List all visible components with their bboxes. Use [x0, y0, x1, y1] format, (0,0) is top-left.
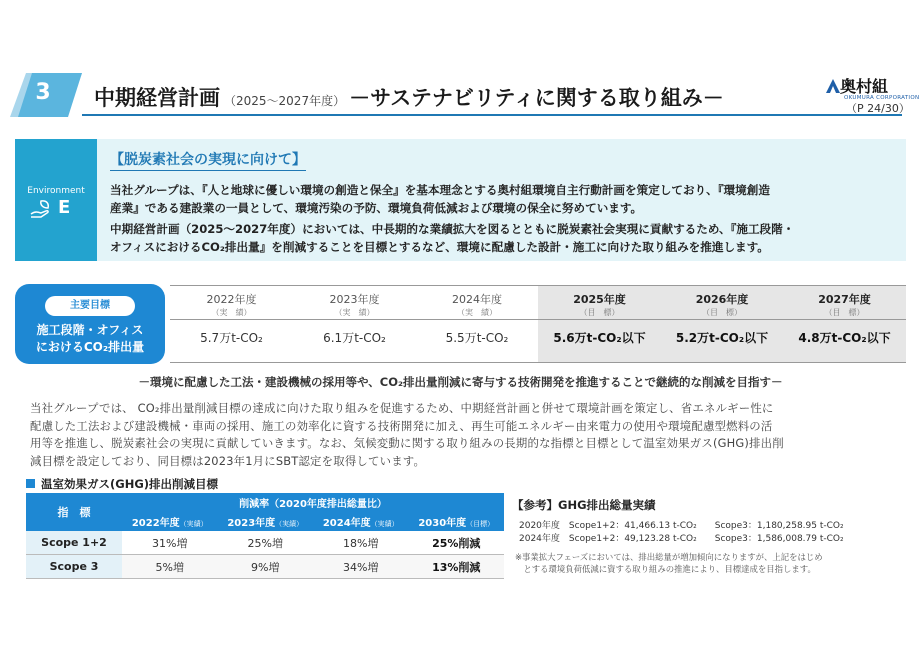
reference-note [515, 551, 895, 575]
ghg-row-label: Scope 1+2 [26, 531, 122, 555]
target-value: 5.2万t-CO₂以下 [675, 331, 769, 345]
environment-heading: 【脱炭素社会の実現に向けて】 [110, 149, 306, 171]
target-year: 2026年度 [695, 293, 749, 306]
target-grid [170, 285, 906, 363]
title-period: （2025〜2027年度） [224, 94, 346, 108]
ghg-cell-goal: 13%削減 [409, 555, 505, 579]
title-theme: －サステナビリティに関する取り組み－ [349, 86, 724, 110]
target-col-2025 [538, 285, 661, 363]
ghg-col-2022 [122, 512, 218, 531]
environment-letter: E [58, 197, 71, 218]
header-rule [82, 114, 902, 116]
target-kind: （目 標） [702, 308, 742, 317]
ghg-col-year: 2030年度 [418, 518, 467, 529]
target-col-2022 [170, 285, 293, 363]
target-col-2024 [416, 285, 538, 363]
env-p2-line2: オフィスにおけるCO₂排出量』を削減することを目標とするなど、環境に配慮した設計・施工に向けた取り組みを推進します。 [110, 240, 769, 254]
target-year: 2023年度 [329, 293, 380, 306]
reference-note-line1: ※事業拡大フェーズにおいては、排出総量が増加傾向になりますが、上記をはじめ [515, 552, 823, 562]
environment-label: Environment [27, 186, 85, 196]
reference-title: 【参考】GHG排出総量実績 [512, 498, 656, 512]
ghg-col-year: 2023年度 [227, 518, 276, 529]
ghg-col-kind: （実績） [179, 520, 208, 528]
target-year: 2025年度 [573, 293, 626, 306]
target-year: 2027年度 [818, 293, 871, 306]
target-value: 5.7万t-CO₂ [200, 331, 263, 345]
ghg-cell: 5%増 [122, 555, 218, 579]
target-label-line2: におけるCO₂排出量 [35, 340, 145, 354]
target-kind: （実 績） [334, 308, 375, 317]
body-line-4: 減目標を設定しており、同目標は2023年1月にSBT認定を取得しています。 [30, 453, 426, 468]
company-logo [826, 74, 920, 101]
ghg-cell: 31%増 [122, 531, 218, 555]
environment-paragraph-2 [110, 220, 895, 256]
target-rule-mid [170, 319, 906, 320]
ghg-header-indicator: 指 標 [26, 493, 122, 531]
table-row [26, 531, 504, 555]
body-line-2: 配慮した工法および建設機械・車両の採用、施工の効率化に資する技術開発に加え、再生可能エネルギー由来電力の使用や環境配慮型燃料の活 [30, 418, 773, 433]
target-kind: （実 績） [457, 308, 497, 317]
target-rule-top [170, 285, 906, 286]
target-kind: （実 績） [211, 308, 252, 317]
ghg-cell: 18%増 [313, 531, 409, 555]
ghg-cell: 25%増 [218, 531, 314, 555]
ghg-row-label: Scope 3 [26, 555, 122, 579]
body-line-1: 当社グループでは、 CO₂排出量削減目標の達成に向けた取り組みを促進するため、中期経営計画と併せて環境計画を策定し、省エネルギー性に [30, 401, 774, 415]
ghg-header-group: 削減率（2020年度排出総量比） [122, 493, 504, 512]
title-main: 中期経営計画 [94, 86, 220, 110]
ghg-cell: 34%増 [313, 555, 409, 579]
target-kind: （目 標） [579, 308, 620, 317]
env-p1-line1: 当社グループは、『人と地球に優しい環境の創造と保全』を基本理念とする奥村組環境自主行動計画を策定しており、『環境創造 [110, 183, 770, 197]
target-col-2027 [783, 285, 906, 363]
env-p2-line1: 中期経営計画（2025〜2027年度）においては、中長期的な業績拡大を図るとともに脱炭素社会実現に貢献するため、『施工段階・ [110, 222, 795, 236]
hand-leaf-icon [29, 198, 51, 220]
target-value: 4.8万t-CO₂以下 [798, 331, 891, 345]
target-label-line1: 施工段階・オフィス [36, 323, 144, 337]
reference-note-line2: とする環境負荷低減に資する取り組みの推進により、目標達成を目指します。 [515, 564, 816, 574]
page-title [94, 82, 724, 112]
ghg-title [26, 476, 218, 492]
ghg-table [26, 493, 504, 579]
environment-paragraph-1 [110, 181, 895, 217]
target-value: 5.6万t-CO₂以下 [553, 331, 646, 345]
target-year: 2022年度 [206, 293, 257, 306]
environment-side-bar [15, 139, 97, 261]
logo-mark-icon [826, 79, 840, 93]
target-rule-bottom [170, 362, 906, 363]
target-year: 2024年度 [452, 293, 502, 306]
ghg-col-2024 [313, 512, 409, 531]
section-number: 3 [35, 80, 51, 105]
ghg-col-kind: （実績） [275, 520, 304, 528]
target-pill: 主要目標 [45, 296, 135, 316]
ghg-col-kind: （目標） [466, 520, 495, 528]
target-col-2026 [661, 285, 783, 363]
tagline: －環境に配慮した工法・建設機械の採用等や、CO₂排出量削減に寄与する技術開発を推進することで継続的な削減を目指す－ [138, 375, 783, 389]
ghg-col-kind: （実績） [370, 520, 399, 528]
env-p1-line2: 産業』である建設業の一員として、環境汚染の予防、環境負荷低減および環境の保全に努めています。 [110, 201, 643, 215]
ghg-cell: 9%増 [218, 555, 314, 579]
ghg-col-year: 2024年度 [322, 518, 371, 529]
body-paragraph [30, 400, 900, 470]
ghg-col-2030 [409, 512, 505, 531]
square-bullet-icon [26, 479, 35, 488]
page-number: （P 24/30） [846, 102, 910, 115]
ghg-col-year: 2022年度 [131, 518, 180, 529]
logo-text: 奥村組 [840, 77, 889, 96]
reference-line-2020: 2020年度 Scope1+2：41,466.13 t-CO₂ Scope3：1,180,258.95 t-CO₂ [519, 521, 844, 531]
target-value: 6.1万t-CO₂ [323, 331, 386, 345]
target-kind: （目 標） [824, 308, 865, 317]
target-label [15, 322, 165, 356]
target-col-2023 [293, 285, 416, 363]
ghg-col-2023 [218, 512, 314, 531]
body-line-3: 用等を推進し、脱炭素社会の実現に貢献していきます。なお、気候変動に関する取り組みの長期的な指標と目標として温室効果ガス(GHG)排出削 [30, 436, 784, 450]
reference-line-2024: 2024年度 Scope1+2：49,123.28 t-CO₂ Scope3：1,586,008.79 t-CO₂ [519, 534, 844, 544]
ghg-title-text: 温室効果ガス(GHG)排出削減目標 [41, 477, 219, 491]
logo-subtext: OKUMURA CORPORATION [844, 95, 920, 101]
table-row [26, 555, 504, 579]
ghg-cell-goal: 25%削減 [409, 531, 505, 555]
target-value: 5.5万t-CO₂ [445, 331, 509, 345]
